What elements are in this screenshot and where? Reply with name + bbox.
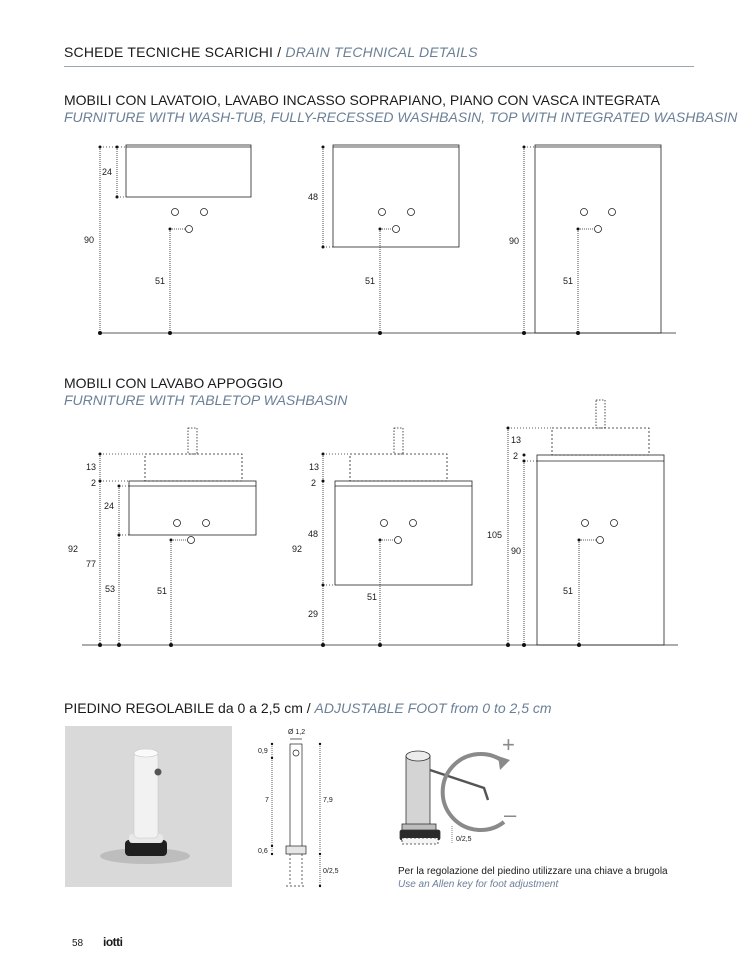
dim-24: 24 xyxy=(104,501,115,511)
section2-drawing xyxy=(0,395,742,655)
dim-7: 7 xyxy=(265,797,269,804)
brand-logo: iotti xyxy=(103,935,123,949)
section1-drawing xyxy=(0,135,742,345)
minus-icon: – xyxy=(504,802,517,827)
dim-2: 2 xyxy=(513,451,519,461)
section1-subtitle: FURNITURE WITH WASH-TUB, FULLY-RECESSED WASHBASIN, TOP WITH INTEGRATED WASHBASIN xyxy=(64,109,738,125)
dim-48: 48 xyxy=(308,529,319,539)
dim-90: 90 xyxy=(509,236,520,246)
tap-3 xyxy=(596,400,605,428)
cabinet-5 xyxy=(335,481,472,585)
dim-13: 13 xyxy=(86,462,97,472)
foot-title-it: PIEDINO REGOLABILE da 0 a 2,5 cm / xyxy=(64,700,315,716)
foot-tech-drawing xyxy=(250,726,350,896)
dim-24: 24 xyxy=(102,167,113,177)
cabinet-3 xyxy=(535,145,661,333)
dim-51: 51 xyxy=(155,276,166,286)
dim-06: 0,6 xyxy=(258,848,268,855)
foot-section-title xyxy=(64,700,552,716)
dim-53: 53 xyxy=(105,584,116,594)
cabinet-6 xyxy=(537,455,664,645)
basin-1 xyxy=(145,454,242,481)
cabinet-1 xyxy=(126,145,251,197)
dim-92: 92 xyxy=(292,544,303,554)
dim-90: 90 xyxy=(511,546,522,556)
tap-1 xyxy=(188,428,197,454)
dim-51: 51 xyxy=(157,586,168,596)
foot-caption-it: Per la regolazione del piedino utilizzare una chiave a brugola xyxy=(398,866,668,877)
page-number: 58 xyxy=(72,938,84,949)
dim-51: 51 xyxy=(563,586,574,596)
basin-3 xyxy=(552,428,649,455)
dim-2: 2 xyxy=(91,478,97,488)
foot-photo xyxy=(65,726,232,887)
page-header xyxy=(64,44,478,60)
dim-79: 7,9 xyxy=(323,797,333,804)
foot-illustration xyxy=(65,726,232,887)
dim-diameter: Ø 1,2 xyxy=(288,729,306,736)
foot-adjust-illustration xyxy=(392,726,532,856)
tap-2 xyxy=(394,428,403,454)
foot-title-en: ADJUSTABLE FOOT from 0 to 2,5 cm xyxy=(314,700,552,716)
dim-105: 105 xyxy=(487,530,503,540)
dim-29: 29 xyxy=(308,609,319,619)
header-title-it: SCHEDE TECNICHE SCARICHI / xyxy=(64,44,282,60)
dim-92: 92 xyxy=(68,544,79,554)
foot-caption-en: Use an Allen key for foot adjustment xyxy=(398,879,559,890)
dim-13: 13 xyxy=(511,435,522,445)
dim-13: 13 xyxy=(309,462,320,472)
section2-title: MOBILI CON LAVABO APPOGGIO xyxy=(64,375,283,391)
dim-90: 90 xyxy=(84,235,95,245)
basin-2 xyxy=(350,454,447,481)
dim-025: 0/2,5 xyxy=(456,836,472,843)
plus-icon: + xyxy=(502,732,515,757)
dim-2: 2 xyxy=(311,478,317,488)
section1-title: MOBILI CON LAVATOIO, LAVABO INCASSO SOPRAPIANO, PIANO CON VASCA INTEGRATA xyxy=(64,92,660,108)
dim-77: 77 xyxy=(86,559,97,569)
cabinet-4 xyxy=(129,481,256,535)
dim-48: 48 xyxy=(308,192,319,202)
dim-025: 0/2,5 xyxy=(323,868,339,875)
header-title-en: DRAIN TECHNICAL DETAILS xyxy=(281,44,478,60)
cabinet-2 xyxy=(333,145,459,247)
section2-subtitle: FURNITURE WITH TABLETOP WASHBASIN xyxy=(64,392,348,408)
dim-51: 51 xyxy=(563,276,574,286)
header-divider xyxy=(64,66,694,67)
dim-09: 0,9 xyxy=(258,748,268,755)
dim-51: 51 xyxy=(365,276,376,286)
dim-51: 51 xyxy=(367,592,378,602)
